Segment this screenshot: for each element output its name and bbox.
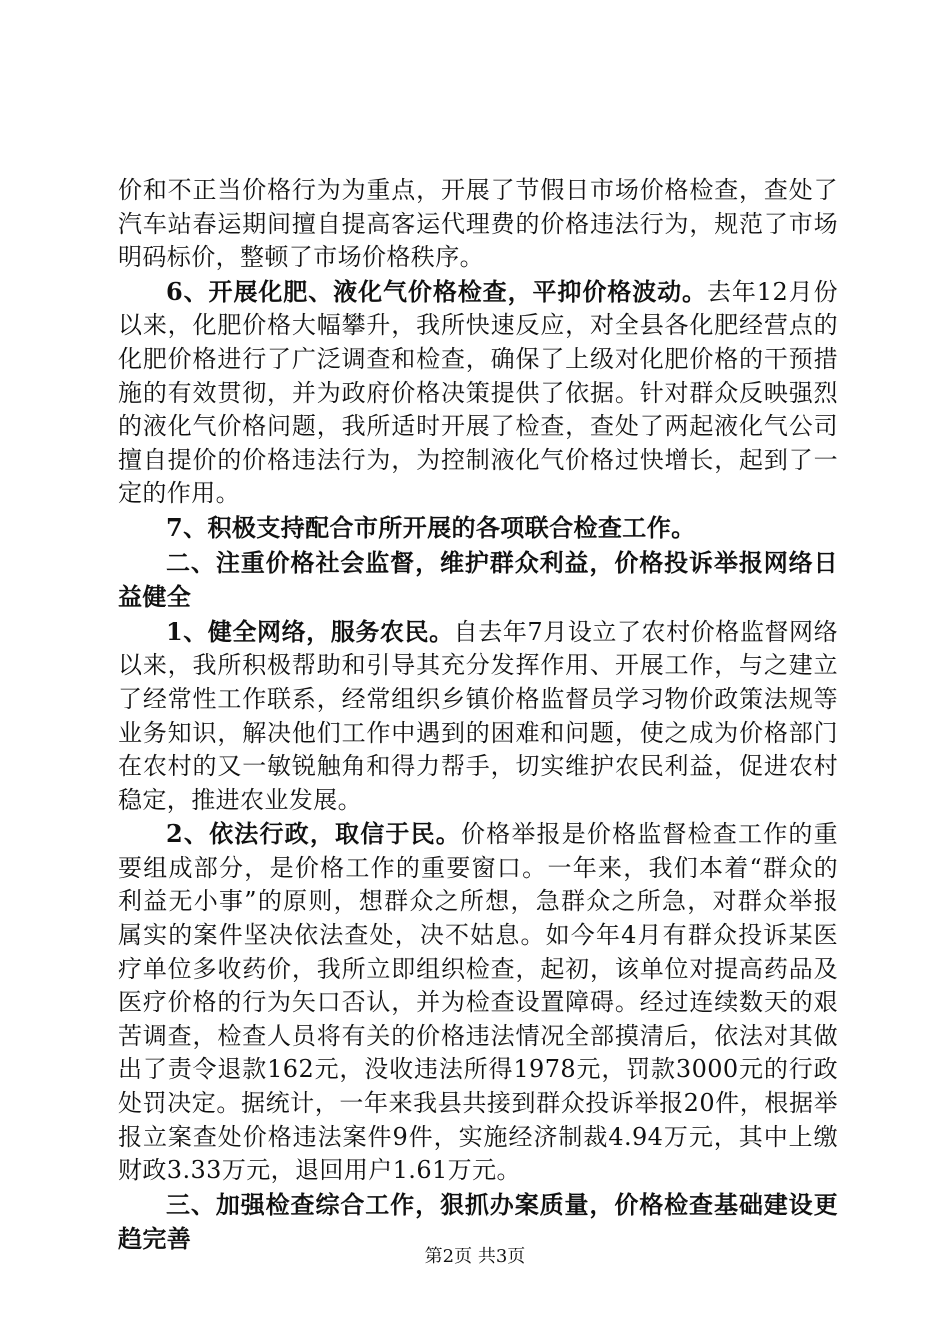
paragraph-text: 去年12月份以来，化肥价格大幅攀升，我所快速反应，对全县各化肥经营点的化肥价格进行了广泛调查和检查，确保了上级对化肥价格的干预措施的有效贯彻，并为政府价格决策提供了依据。针对群众反映强烈的液化气价格问题，我所适时开展了检查，查处了两起液化气公司擅自提价的价格违法行为，为控制液化气价格过快增长，起到了一定的作用。 <box>118 277 838 508</box>
paragraph-text: 价和不正当价格行为为重点，开展了节假日市场价格检查，查处了汽车站春运期间擅自提高客运代理费的价格违法行为，规范了市场明码标价，整顿了市场价格秩序。 <box>118 176 838 272</box>
paragraph-text: 自去年7月设立了农村价格监督网络以来，我所积极帮助和引导其充分发挥作用、开展工作，与之建立了经常性工作联系，经常组织乡镇价格监督员学习物价政策法规等业务知识，解决他们工作中遇到的困难和问题，使之成为价格部门在农村的又一敏锐触角和得力帮手，切实维护农民利益，促进农村稳定，推进农业发展。 <box>118 617 839 814</box>
paragraph-heading: 2、依法行政，取信于民。 <box>166 819 461 849</box>
paragraph-item-1 <box>118 615 838 818</box>
paragraph-item-7 <box>118 511 838 546</box>
page-footer: 第2页 共3页 <box>424 1246 526 1267</box>
section-heading-2 <box>118 546 838 615</box>
paragraph-text: 价格举报是价格监督检查工作的重要组成部分，是价格工作的重要窗口。一年来，我们本着“群众的利益无小事”的原则，想群众之所想，急群众之所急，对群众举报属实的案件坚决依法查处，决不姑息。如今年4月有群众投诉某医疗单位多收药价，我所立即组织检查，起初，该单位对提高药品及医疗价格的行为矢口否认，并为检查设置障碍。经过连续数天的艰苦调查，检查人员将有关的价格违法情况全部摸清后，依法对其做出了责令退款162元，没收违法所得1978元，罚款3000元的行政处罚决定。据统计，一年来我县共接到群众投诉举报20件，根据举报立案查处价格违法案件9件，实施经济制裁4.94万元，其中上缴财政3.33万元，退回用户1.61万元。 <box>118 820 839 1185</box>
document-body <box>118 174 838 1257</box>
section-heading-text: 三、加强检查综合工作，狠抓办案质量，价格检查基础建设更趋完善 <box>118 1189 838 1254</box>
paragraph-continuation <box>118 174 838 275</box>
paragraph-heading: 7、积极支持配合市所开展的各项联合检查工作。 <box>166 512 696 542</box>
paragraph-item-6 <box>118 275 838 511</box>
paragraph-heading: 1、健全网络，服务农民。 <box>166 616 454 646</box>
paragraph-heading: 6、开展化肥、液化气价格检查，平抑价格波动。 <box>166 276 707 306</box>
section-heading-text: 二、注重价格社会监督，维护群众利益，价格投诉举报网络日益健全 <box>118 547 838 612</box>
paragraph-item-2 <box>118 817 838 1188</box>
